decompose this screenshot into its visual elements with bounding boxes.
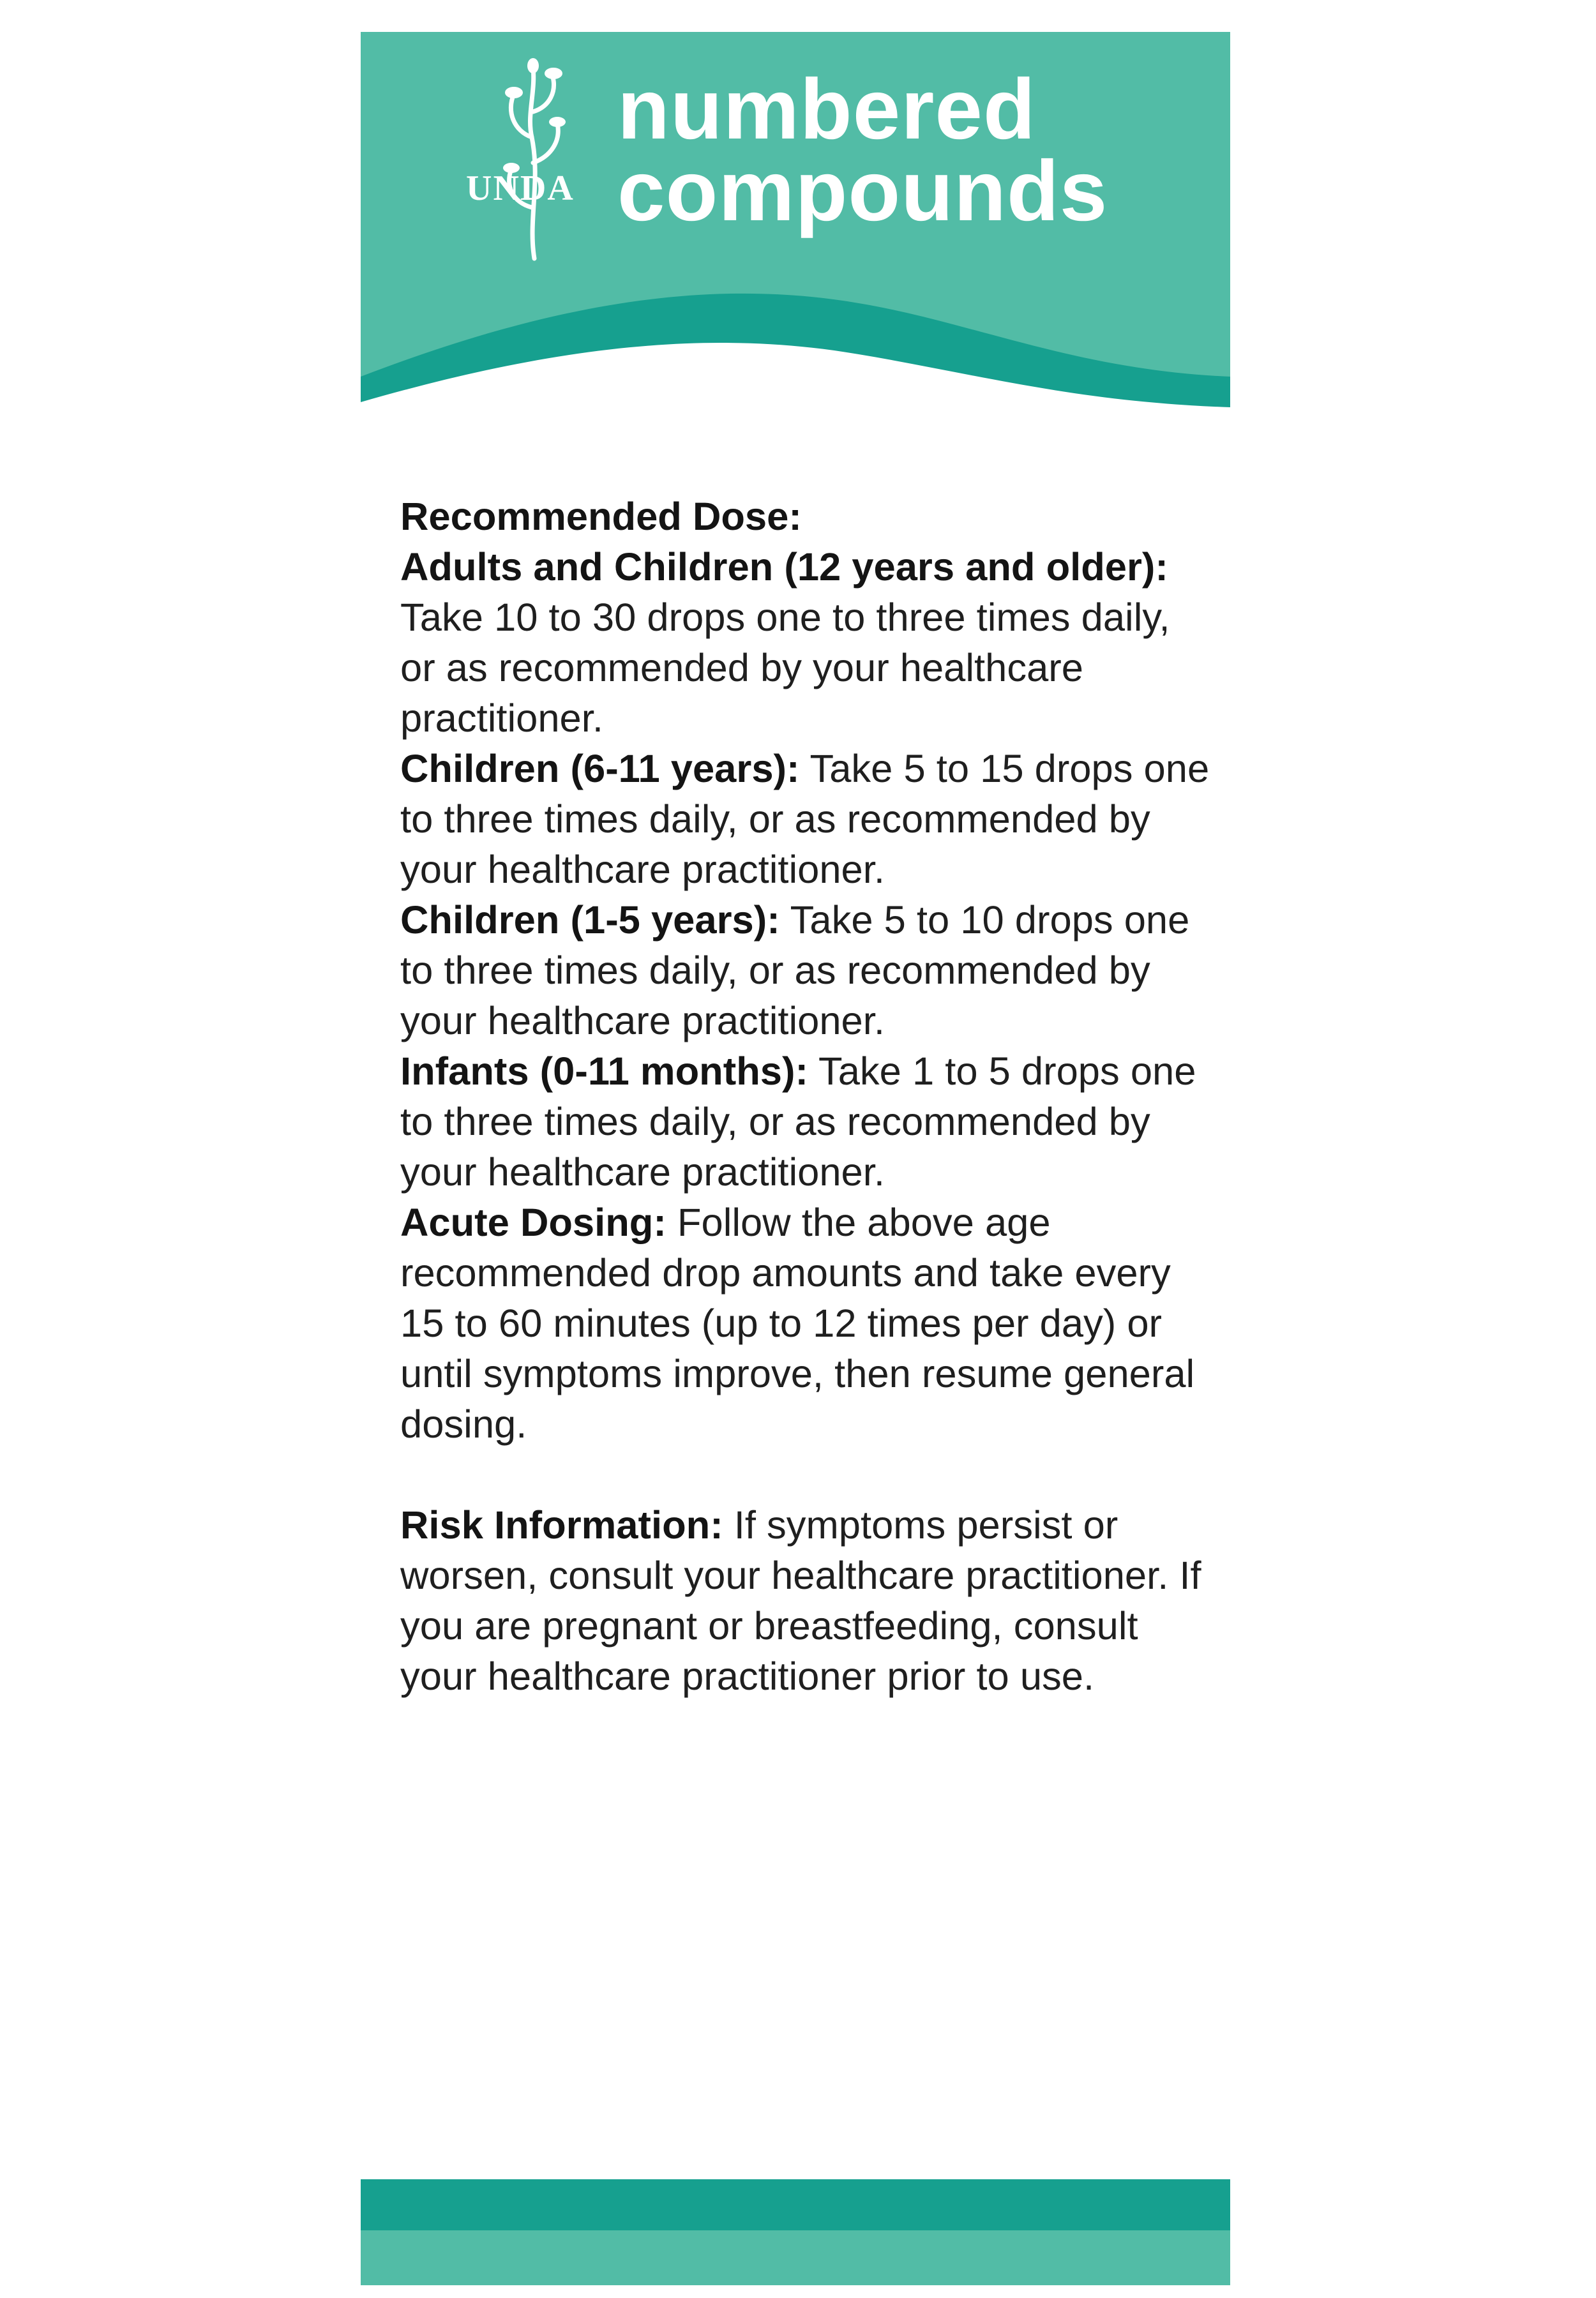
dose-group-text: Take 10 to 30 drops one to three times daily, or as recommended by your healthcare practitioner.	[400, 596, 1170, 740]
section-spacer	[400, 1450, 1211, 1500]
product-label	[361, 32, 1230, 2285]
brand-title	[617, 62, 1108, 239]
dose-group-label: Infants (0-11 months):	[400, 1049, 808, 1093]
dose-acute-dosing	[400, 1198, 1211, 1450]
dose-group-label: Children (1-5 years):	[400, 898, 780, 942]
brand-title-line-1: numbered	[617, 62, 1036, 157]
dose-group-label: Acute Dosing:	[400, 1201, 666, 1245]
risk-information	[400, 1500, 1211, 1702]
footer-stripe	[361, 2179, 1230, 2230]
dose-children-1-5	[400, 895, 1211, 1046]
label-content	[400, 492, 1211, 1702]
dose-infants-0-11-months	[400, 1046, 1211, 1198]
dose-group-label: Children (6-11 years):	[400, 747, 800, 791]
brand-title-line-2: compounds	[617, 144, 1108, 239]
dose-group-text: Take 1 to 5 drops one to three times daily, or as recommended by your healthcare practitioner.	[400, 1049, 1196, 1194]
brand-header	[361, 32, 1230, 415]
risk-text: If symptoms persist or worsen, consult your healthcare practitioner. If you are pregnant or breastfeeding, consult your healthcare practitioner prior to use.	[400, 1503, 1201, 1699]
dose-children-6-11	[400, 744, 1211, 895]
dose-heading: Recommended Dose:	[400, 495, 802, 539]
dose-group-label: Adults and Children (12 years and older):	[400, 545, 1168, 589]
dose-group-text: Take 5 to 15 drops one to three times daily, or as recommended by your healthcare practitioner.	[400, 747, 1210, 892]
dose-adults-children-12plus	[400, 542, 1211, 744]
dose-group-text: Follow the above age recommended drop amounts and take every 15 to 60 minutes (up to 12 times per day) or until symptoms improve, then resume general dosing.	[400, 1201, 1195, 1446]
unda-logo	[466, 54, 626, 265]
risk-label: Risk Information:	[400, 1503, 723, 1547]
dose-group-text: Take 5 to 10 drops one to three times daily, or as recommended by your healthcare practitioner.	[400, 898, 1190, 1043]
plant-logo-icon	[495, 54, 571, 265]
logo-wordmark: UNDA	[466, 169, 575, 208]
